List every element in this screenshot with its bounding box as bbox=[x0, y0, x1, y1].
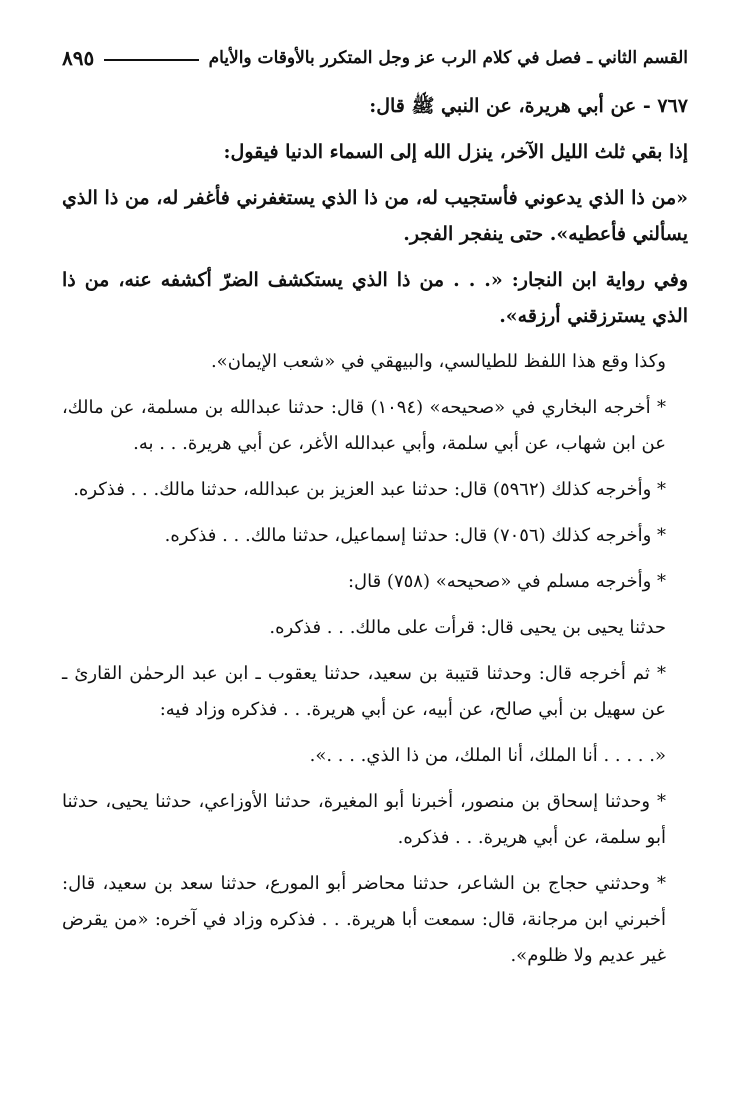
takhrij-paragraph: * وأخرجه كذلك (٥٩٦٢) قال: حدثنا عبد العزيز بن عبدالله، حدثنا مالك. . . فذكره. bbox=[73, 479, 666, 500]
isnad-paragraph: حدثنا يحيى بن يحيى قال: قرأت على مالك. . . فذكره. bbox=[269, 617, 666, 638]
header-rule bbox=[104, 59, 198, 61]
takhrij-paragraph: * وأخرجه مسلم في «صحيحه» (٧٥٨) قال: bbox=[347, 571, 666, 592]
variant-narration: وفي رواية ابن النجار: «. . . من ذا الذي يستكشف الضرّ أكشفه عنه، من ذا الذي يسترزقني أرزقه». bbox=[62, 269, 688, 327]
takhrij-paragraph: * وأخرجه كذلك (٧٠٥٦) قال: حدثنا إسماعيل، حدثنا مالك. . . فذكره. bbox=[164, 525, 666, 546]
book-page bbox=[62, 40, 688, 1090]
running-header bbox=[62, 40, 688, 76]
page-body bbox=[62, 88, 688, 974]
takhrij-paragraph: * وحدثنا إسحاق بن منصور، أخبرنا أبو المغيرة، حدثنا الأوزاعي، حدثنا يحيى، حدثنا أبو سلمة، عن أبي هريرة. . . فذكره. bbox=[62, 791, 666, 848]
takhrij-paragraph: * ثم أخرجه قال: وحدثنا قتيبة بن سعيد، حدثنا يعقوب ـ ابن عبد الرحمٰن القارئ ـ عن سهيل بن أبي صالح، عن أبيه، عن أبي هريرة. . . فذكره وزاد فيه: bbox=[62, 663, 666, 720]
takhrij-paragraph: * وحدثني حجاج بن الشاعر، حدثنا محاضر أبو المورع، حدثنا سعد بن سعيد، قال: أخبرني ابن مرجانة، قال: سمعت أبا هريرة. . . فذكره وزاد في آخره: «من يقرض غير عديم ولا ظلوم». bbox=[62, 873, 666, 966]
commentary-paragraph: وكذا وقع هذا اللفظ للطيالسي، والبيهقي في «شعب الإيمان». bbox=[210, 351, 666, 372]
hadith-heading: ٧٦٧ - عن أبي هريرة، عن النبي ﷺ قال: bbox=[369, 95, 688, 117]
header-title: القسم الثاني ـ فصل في كلام الرب عز وجل المتكرر بالأوقات والأيام bbox=[208, 48, 688, 68]
hadith-quote: «من ذا الذي يدعوني فأستجيب له، من ذا الذي يستغفرني فأغفر له، من ذا الذي يسألني فأعطيه». حتى ينفجر الفجر. bbox=[62, 187, 688, 245]
quoted-addition: «. . . . . أنا الملك، أنا الملك، من ذا الذي. . . .». bbox=[309, 745, 666, 766]
hadith-text-line: إذا بقي ثلث الليل الآخر، ينزل الله إلى السماء الدنيا فيقول: bbox=[223, 141, 688, 163]
takhrij-paragraph: * أخرجه البخاري في «صحيحه» (١٠٩٤) قال: حدثنا عبدالله بن مسلمة، عن مالك، عن ابن شهاب، عن أبي سلمة، وأبي عبدالله الأغر، عن أبي هريرة. . . به. bbox=[62, 397, 666, 454]
page-number: ٨٩٥ bbox=[62, 46, 95, 70]
